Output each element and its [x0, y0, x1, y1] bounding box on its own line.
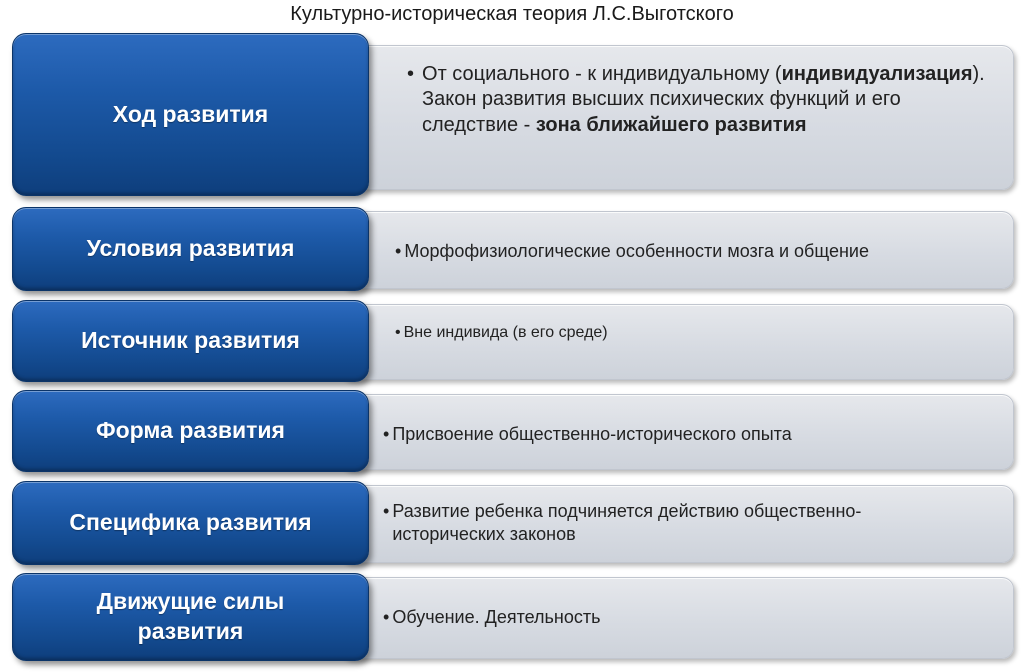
text-bold: индивидуализация	[781, 63, 973, 85]
text-part: От социального - к индивидуальному (	[422, 63, 782, 85]
bullet-icon: •	[383, 424, 390, 444]
description-box	[340, 211, 1014, 289]
row-label-line: развития	[137, 618, 244, 644]
text-part: Обучение. Деятельность	[392, 607, 601, 627]
bullet-icon: •	[395, 241, 402, 261]
row-form	[0, 390, 1024, 472]
row-driving-forces	[0, 573, 1024, 661]
description-box	[340, 394, 1014, 470]
bullet-icon: •	[383, 501, 390, 521]
description-box	[340, 45, 1014, 190]
text-part: Морфофизиологические особенности мозга и общение	[404, 241, 869, 261]
bullet-icon: •	[407, 63, 415, 85]
description-text	[383, 606, 989, 629]
text-part: Присвоение общественно-исторического опыта	[392, 424, 792, 444]
text-part: ). Закон развития высших психических функций и его следствие -	[422, 63, 985, 136]
row-label: Условия развития	[12, 207, 369, 291]
row-label: Форма развития	[12, 390, 369, 472]
description-box	[340, 577, 1014, 659]
text-part: Развитие ребенка подчиняется действию общественно-исторических законов	[392, 501, 862, 544]
text-part: Вне индивида (в его среде)	[403, 324, 608, 341]
row-specifics	[0, 481, 1024, 565]
row-course	[0, 33, 1024, 196]
description-text	[395, 323, 989, 343]
text-bold: зона ближайшего развития	[535, 113, 807, 136]
bullet-icon: •	[395, 324, 401, 341]
row-label: Ход развития	[12, 33, 369, 196]
row-source	[0, 300, 1024, 382]
description-text	[395, 240, 989, 263]
row-label-line: Движущие силы	[96, 588, 285, 615]
row-label: Специфика развития	[12, 481, 369, 565]
page-title: Культурно-историческая теория Л.С.Выготского	[290, 3, 734, 25]
bullet-icon: •	[383, 607, 390, 627]
row-conditions	[0, 207, 1024, 291]
row-label	[12, 573, 369, 661]
description-text	[407, 62, 989, 138]
description-box	[340, 485, 1014, 563]
description-box	[340, 304, 1014, 380]
description-text	[383, 500, 943, 546]
row-label: Источник развития	[12, 300, 369, 382]
description-text	[383, 423, 989, 446]
